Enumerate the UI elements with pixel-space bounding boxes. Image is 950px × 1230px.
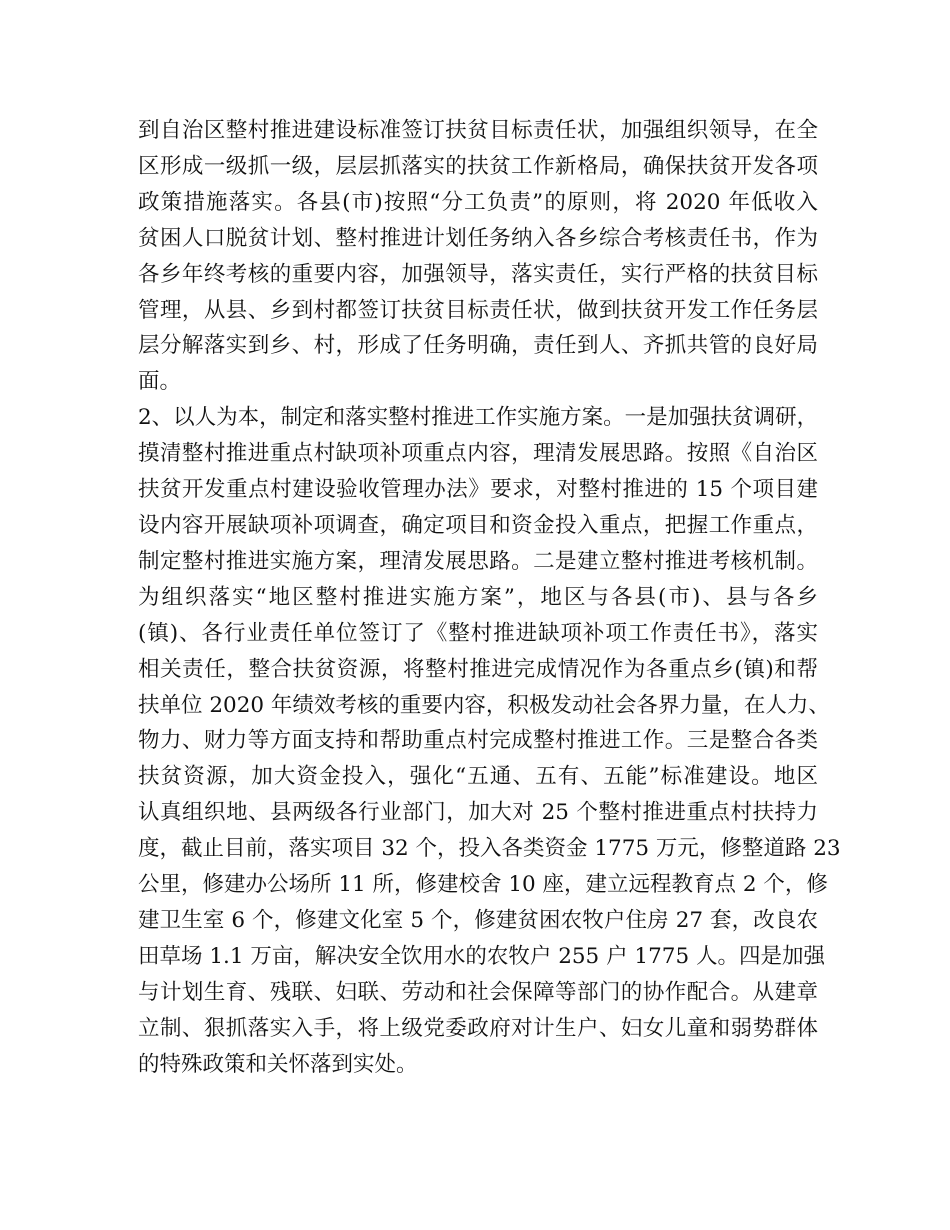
text-line: 到自治区整村推进建设标准签订扶贫目标责任状，加强组织领导，在全: [138, 118, 818, 143]
text-line: 田草场 1.1 万亩，解决安全饮用水的农牧户 255 户 1775 人。四是加强: [138, 943, 825, 969]
text-line: 面。: [138, 369, 182, 395]
text-line: 为组织落实“地区整村推进实施方案”，地区与各县(市)、县与各乡: [138, 584, 818, 610]
text-line: 相关责任，整合扶贫资源，将整村推进完成情况作为各重点乡(镇)和帮: [138, 656, 818, 682]
text-line: 2、以人为本，制定和落实整村推进工作实施方案。一是加强扶贫调研，: [138, 405, 819, 431]
text-line: 扶贫资源，加大资金投入，强化“五通、五有、五能”标准建设。地区: [138, 764, 818, 790]
text-line: 公里，修建办公场所 11 所，修建校舍 10 座，建立远程教育点 2 个，修: [138, 872, 828, 898]
text-line: 管理，从县、乡到村都签订扶贫目标责任状，做到扶贫开发工作任务层: [138, 297, 818, 323]
text-line: 贫困人口脱贫计划、整村推进计划任务纳入各乡综合考核责任书，作为: [138, 225, 818, 251]
text-line: (镇)、各行业责任单位签订了《整村推进缺项补项工作责任书》，落实: [138, 620, 818, 646]
text-line: 摸清整村推进重点村缺项补项重点内容，理清发展思路。按照《自治区: [138, 441, 818, 467]
text-line: 扶贫开发重点村建设验收管理办法》要求，对整村推进的 15 个项目建: [138, 477, 818, 503]
paragraph-1: [138, 113, 818, 400]
text-line: 扶单位 2020 年绩效考核的重要内容，积极发动社会各界力量，在人力、: [138, 692, 830, 718]
text-line: 与计划生育、残联、妇联、劳动和社会保障等部门的协作配合。从建章: [138, 979, 818, 1005]
text-line: 制定整村推进实施方案，理清发展思路。二是建立整村推进考核机制。: [138, 548, 818, 574]
text-line: 设内容开展缺项补项调查，确定项目和资金投入重点，把握工作重点，: [138, 512, 818, 538]
body-text: [138, 113, 841, 1082]
text-line: 认真组织地、县两级各行业部门，加大对 25 个整村推进重点村扶持力: [138, 800, 818, 826]
text-line: 区形成一级抓一级，层层抓落实的扶贫工作新格局，确保扶贫开发各项: [138, 153, 818, 179]
text-line: 政策措施落实。各县(市)按照“分工负责”的原则，将 2020 年低收入: [138, 189, 818, 215]
paragraph-2: [138, 400, 841, 1082]
text-line: 建卫生室 6 个，修建文化室 5 个，修建贫困农牧户住房 27 套，改良农: [138, 907, 818, 933]
text-line: 物力、财力等方面支持和帮助重点村完成整村推进工作。三是整合各类: [138, 728, 818, 754]
text-line: 立制、狠抓落实入手，将上级党委政府对计生户、妇女儿童和弱势群体: [138, 1015, 818, 1041]
text-line: 各乡年终考核的重要内容，加强领导，落实责任，实行严格的扶贫目标: [138, 261, 818, 287]
text-line: 度，截止目前，落实项目 32 个，投入各类资金 1775 万元，修整道路 23: [138, 836, 841, 862]
text-line: 的特殊政策和关怀落到实处。: [138, 1051, 418, 1077]
text-line: 层分解落实到乡、村，形成了任务明确，责任到人、齐抓共管的良好局: [138, 333, 818, 359]
